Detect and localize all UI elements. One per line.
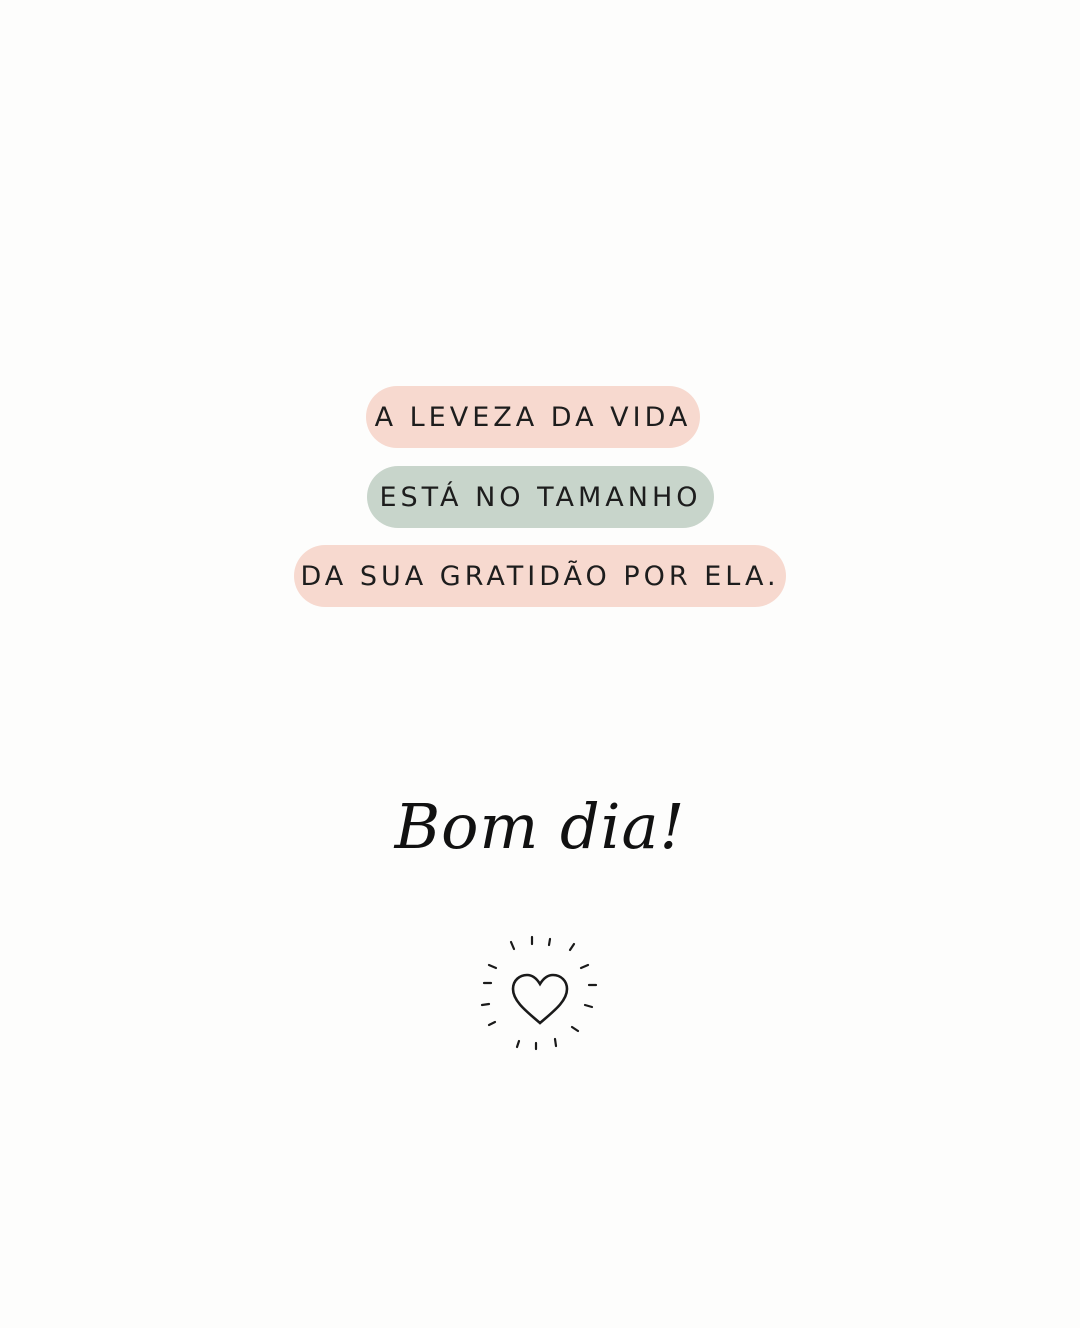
quote-line-2: ESTÁ NO TAMANHO [367,466,714,528]
greeting-text: Bom dia! [394,790,686,863]
quote-line-1: A LEVEZA DA VIDA [366,386,700,448]
radiant-heart-icon [480,935,600,1055]
quote-line-3: DA SUA GRATIDÃO POR ELA. [294,545,786,607]
